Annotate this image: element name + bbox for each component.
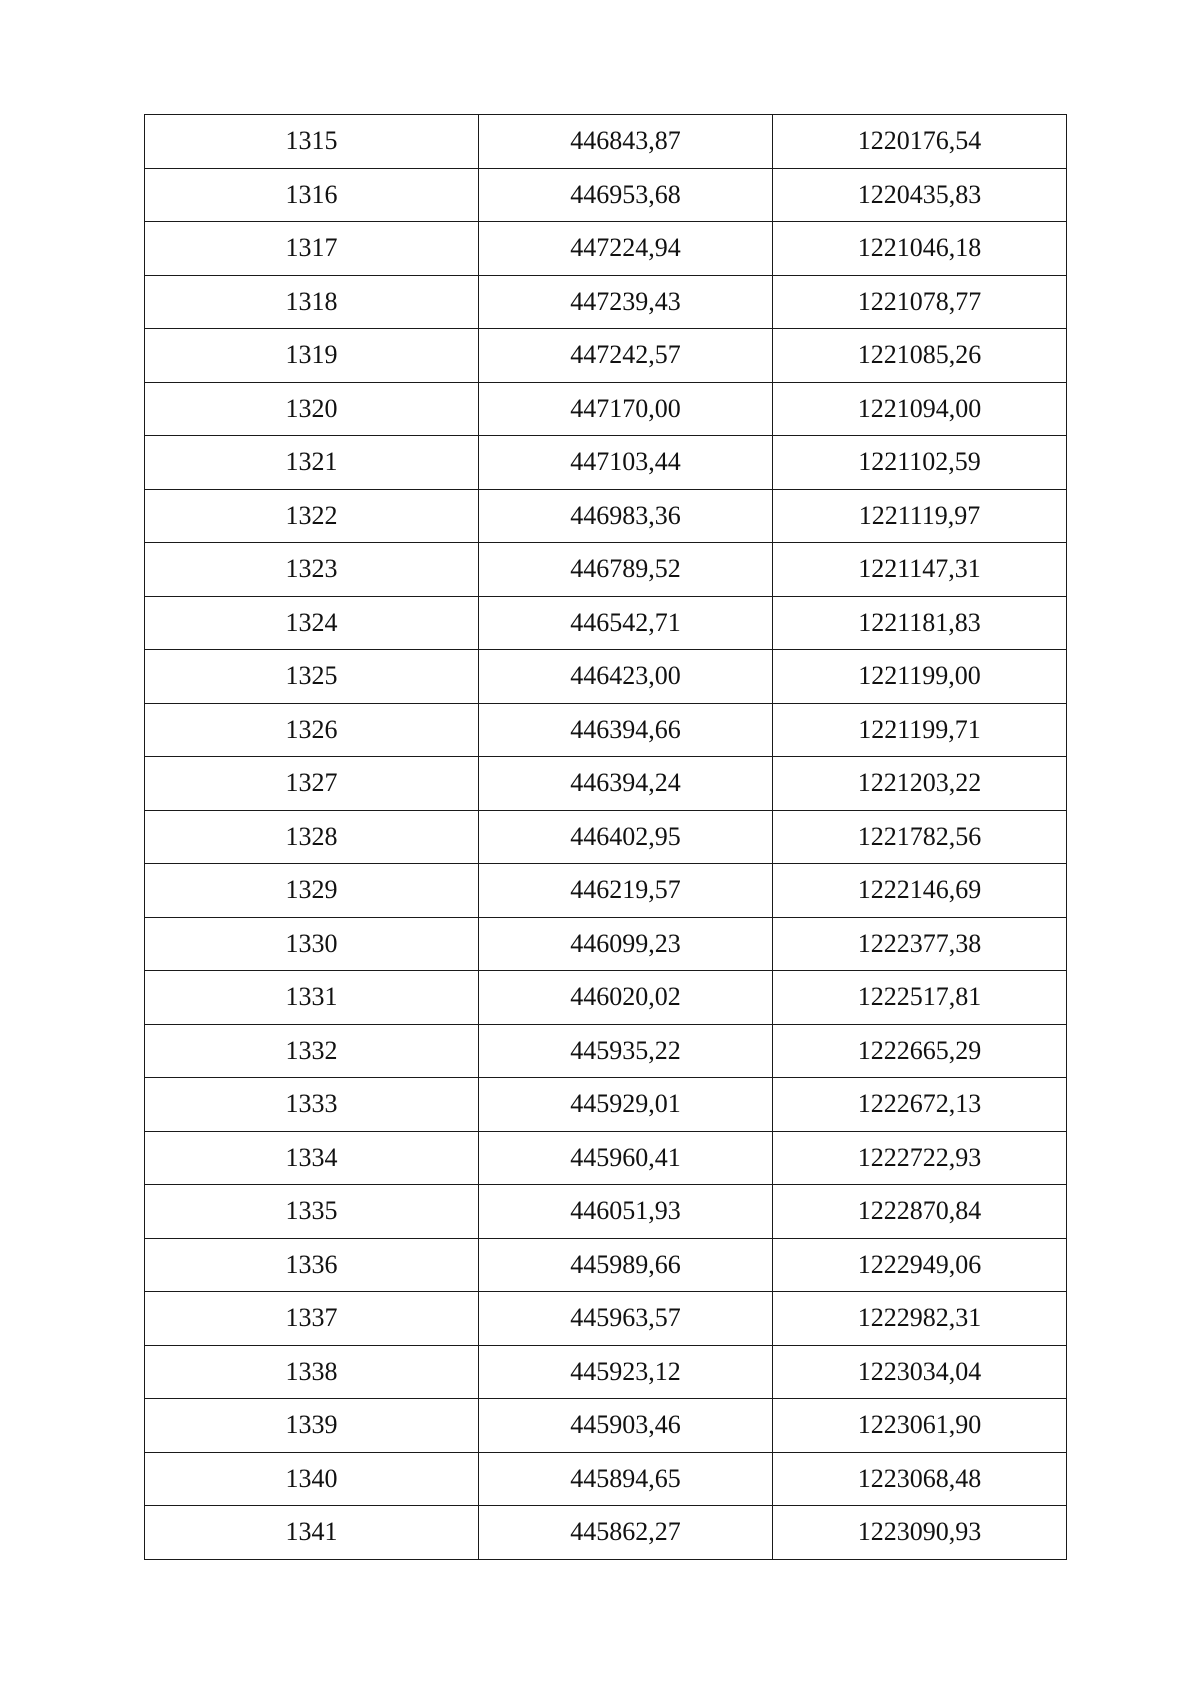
x-coordinate-cell: 447103,44	[479, 436, 773, 490]
point-number-cell: 1336	[145, 1238, 479, 1292]
table-row	[145, 1238, 1067, 1292]
table-row	[145, 168, 1067, 222]
table-row	[145, 543, 1067, 597]
point-number-cell: 1321	[145, 436, 479, 490]
table-row	[145, 757, 1067, 811]
y-coordinate-cell: 1221181,83	[773, 596, 1067, 650]
y-coordinate-cell: 1221199,71	[773, 703, 1067, 757]
x-coordinate-cell: 446219,57	[479, 864, 773, 918]
y-coordinate-cell: 1222517,81	[773, 971, 1067, 1025]
y-coordinate-cell: 1221119,97	[773, 489, 1067, 543]
x-coordinate-cell: 445862,27	[479, 1506, 773, 1560]
point-number-cell: 1318	[145, 275, 479, 329]
point-number-cell: 1333	[145, 1078, 479, 1132]
x-coordinate-cell: 445935,22	[479, 1024, 773, 1078]
table-row	[145, 382, 1067, 436]
y-coordinate-cell: 1221085,26	[773, 329, 1067, 383]
y-coordinate-cell: 1222146,69	[773, 864, 1067, 918]
y-coordinate-cell: 1222377,38	[773, 917, 1067, 971]
x-coordinate-cell: 447242,57	[479, 329, 773, 383]
x-coordinate-cell: 446953,68	[479, 168, 773, 222]
x-coordinate-cell: 447170,00	[479, 382, 773, 436]
table-row	[145, 971, 1067, 1025]
y-coordinate-cell: 1220435,83	[773, 168, 1067, 222]
x-coordinate-cell: 446020,02	[479, 971, 773, 1025]
table-row	[145, 115, 1067, 169]
x-coordinate-cell: 446402,95	[479, 810, 773, 864]
x-coordinate-cell: 446423,00	[479, 650, 773, 704]
y-coordinate-cell: 1221199,00	[773, 650, 1067, 704]
y-coordinate-cell: 1222870,84	[773, 1185, 1067, 1239]
table-row	[145, 703, 1067, 757]
x-coordinate-cell: 445923,12	[479, 1345, 773, 1399]
point-number-cell: 1337	[145, 1292, 479, 1346]
point-number-cell: 1329	[145, 864, 479, 918]
point-number-cell: 1331	[145, 971, 479, 1025]
y-coordinate-cell: 1221078,77	[773, 275, 1067, 329]
x-coordinate-cell: 447239,43	[479, 275, 773, 329]
y-coordinate-cell: 1222722,93	[773, 1131, 1067, 1185]
y-coordinate-cell: 1223068,48	[773, 1452, 1067, 1506]
table-row	[145, 810, 1067, 864]
x-coordinate-cell: 446394,66	[479, 703, 773, 757]
y-coordinate-cell: 1221782,56	[773, 810, 1067, 864]
table-row	[145, 329, 1067, 383]
point-number-cell: 1315	[145, 115, 479, 169]
point-number-cell: 1320	[145, 382, 479, 436]
table-row	[145, 1292, 1067, 1346]
table-row	[145, 489, 1067, 543]
point-number-cell: 1335	[145, 1185, 479, 1239]
x-coordinate-cell: 445960,41	[479, 1131, 773, 1185]
table-row	[145, 1345, 1067, 1399]
table-row	[145, 1506, 1067, 1560]
x-coordinate-cell: 446051,93	[479, 1185, 773, 1239]
x-coordinate-cell: 446099,23	[479, 917, 773, 971]
y-coordinate-cell: 1223034,04	[773, 1345, 1067, 1399]
y-coordinate-cell: 1223090,93	[773, 1506, 1067, 1560]
table-row	[145, 1131, 1067, 1185]
point-number-cell: 1340	[145, 1452, 479, 1506]
point-number-cell: 1341	[145, 1506, 479, 1560]
point-number-cell: 1327	[145, 757, 479, 811]
table-row	[145, 222, 1067, 276]
coordinates-table-body	[145, 115, 1067, 1560]
x-coordinate-cell: 446542,71	[479, 596, 773, 650]
x-coordinate-cell: 446394,24	[479, 757, 773, 811]
y-coordinate-cell: 1221046,18	[773, 222, 1067, 276]
table-row	[145, 275, 1067, 329]
coordinates-table	[144, 114, 1067, 1560]
y-coordinate-cell: 1220176,54	[773, 115, 1067, 169]
point-number-cell: 1332	[145, 1024, 479, 1078]
point-number-cell: 1319	[145, 329, 479, 383]
table-row	[145, 596, 1067, 650]
y-coordinate-cell: 1222949,06	[773, 1238, 1067, 1292]
table-row	[145, 864, 1067, 918]
y-coordinate-cell: 1223061,90	[773, 1399, 1067, 1453]
y-coordinate-cell: 1221102,59	[773, 436, 1067, 490]
x-coordinate-cell: 447224,94	[479, 222, 773, 276]
point-number-cell: 1338	[145, 1345, 479, 1399]
point-number-cell: 1325	[145, 650, 479, 704]
table-row	[145, 650, 1067, 704]
y-coordinate-cell: 1222665,29	[773, 1024, 1067, 1078]
table-row	[145, 1024, 1067, 1078]
y-coordinate-cell: 1221094,00	[773, 382, 1067, 436]
x-coordinate-cell: 446843,87	[479, 115, 773, 169]
table-row	[145, 1452, 1067, 1506]
table-row	[145, 1185, 1067, 1239]
point-number-cell: 1339	[145, 1399, 479, 1453]
point-number-cell: 1330	[145, 917, 479, 971]
table-row	[145, 1078, 1067, 1132]
table-row	[145, 1399, 1067, 1453]
y-coordinate-cell: 1221203,22	[773, 757, 1067, 811]
x-coordinate-cell: 445894,65	[479, 1452, 773, 1506]
table-row	[145, 436, 1067, 490]
point-number-cell: 1323	[145, 543, 479, 597]
point-number-cell: 1316	[145, 168, 479, 222]
point-number-cell: 1334	[145, 1131, 479, 1185]
x-coordinate-cell: 445963,57	[479, 1292, 773, 1346]
x-coordinate-cell: 446983,36	[479, 489, 773, 543]
y-coordinate-cell: 1222982,31	[773, 1292, 1067, 1346]
table-row	[145, 917, 1067, 971]
point-number-cell: 1317	[145, 222, 479, 276]
x-coordinate-cell: 445989,66	[479, 1238, 773, 1292]
x-coordinate-cell: 446789,52	[479, 543, 773, 597]
point-number-cell: 1326	[145, 703, 479, 757]
point-number-cell: 1322	[145, 489, 479, 543]
y-coordinate-cell: 1221147,31	[773, 543, 1067, 597]
x-coordinate-cell: 445929,01	[479, 1078, 773, 1132]
y-coordinate-cell: 1222672,13	[773, 1078, 1067, 1132]
x-coordinate-cell: 445903,46	[479, 1399, 773, 1453]
point-number-cell: 1324	[145, 596, 479, 650]
point-number-cell: 1328	[145, 810, 479, 864]
